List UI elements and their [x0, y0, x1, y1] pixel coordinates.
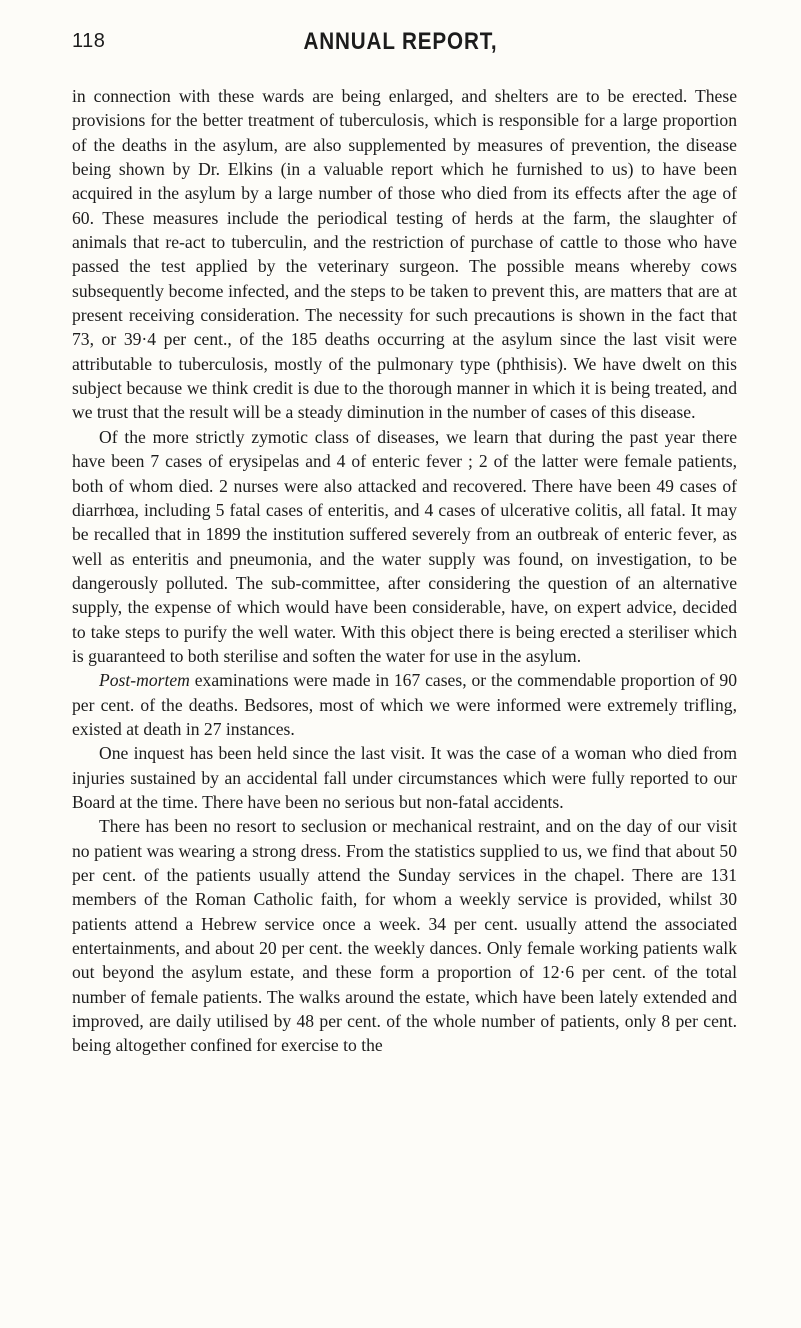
running-head: ANNUAL REPORT, — [303, 28, 498, 55]
paragraph-text: One inquest has been held since the last visit. It was the case of a woman who died from injuries sustained by an accidental fall under circumstances which were fully reported to our Board at the time. There have been no serious but non-fatal accidents. — [72, 743, 737, 812]
body-text — [72, 84, 737, 1058]
paragraph-zymotic-diseases — [72, 425, 737, 668]
paragraph-text: examinations were made in 167 cases, or the commendable proportion of 90 per cent. of the deaths. Bedsores, most of which we were informed were extremely trifling, existed at death in 27 instances. — [72, 670, 737, 739]
paragraph-post-mortem — [72, 668, 737, 741]
paragraph-tuberculosis — [72, 84, 737, 425]
paragraph-text: There has been no resort to seclusion or mechanical restraint, and on the day of our visit no patient was wearing a strong dress. From the statistics supplied to us, we find that about 50 per cent. of the patients usually attend the Sunday services in the chapel. There are 131 members of the Roman Catholic faith, for whom a weekly service is provided, whilst 30 patients attend a Hebrew service once a week. 34 per cent. usually attend the associated entertainments, and about 20 per cent. the weekly dances. Only female working patients walk out beyond the asylum estate, and these form a proportion of 12·6 per cent. of the total number of female patients. The walks around the estate, which have been lately extended and improved, are daily utilised by 48 per cent. of the whole number of patients, only 8 per cent. being altogether confined for exercise to the — [72, 816, 737, 1056]
paragraph-restraint-and-services — [72, 814, 737, 1057]
paragraph-text: Of the more strictly zymotic class of diseases, we learn that during the past year there have been 7 cases of erysipelas and 4 of enteric fever ; 2 of the latter were female patients, both of whom died. 2 nurses were also attacked and recovered. There have been 49 cases of diarrhœa, including 5 fatal cases of enteritis, and 4 cases of ulcerative colitis, all fatal. It may be recalled that in 1899 the institution suffered severely from an outbreak of enteric fever, as well as enteritis and pneumonia, and the water supply was found, on investigation, to be dangerously polluted. The sub-committee, after considering the question of an alternative supply, the expense of which would have been considerable, have, on expert advice, decided to take steps to purify the well water. With this object there is being erected a steriliser which is guaranteed to both sterilise and soften the water for use in the asylum. — [72, 426, 737, 666]
paragraph-lead-italic: Post-mortem — [99, 670, 190, 691]
page-number: 118 — [72, 30, 106, 52]
paragraph-inquest — [72, 741, 737, 814]
page-header — [0, 30, 801, 60]
paragraph-text: in connection with these wards are being enlarged, and shelters are to be erected. These provisions for the better treatment of tuberculosis, which is responsible for a large proportion of the deaths in the asylum, are also supplemented by measures of prevention, the disease being shown by Dr. Elkins (in a valuable report which he furnished to us) to have been acquired in the asylum by a large number of those who died from its effects after the age of 60. These measures include the periodical testing of herds at the farm, the slaughter of animals that re-act to tuberculin, and the restriction of purchase of cattle to those who have passed the test applied by the veterinary surgeon. The possible means whereby cows subsequently become infected, and the steps to be taken to prevent this, are matters that are at present receiving consideration. The necessity for such precautions is shown in the fact that 73, or 39·4 per cent., of the 185 deaths occurring at the asylum since the last visit were attributable to tuberculosis, mostly of the pulmonary type (phthisis). We have dwelt on this subject because we think credit is due to the thorough manner in which it is being treated, and we trust that the result will be a steady diminution in the number of cases of this disease. — [72, 86, 737, 423]
